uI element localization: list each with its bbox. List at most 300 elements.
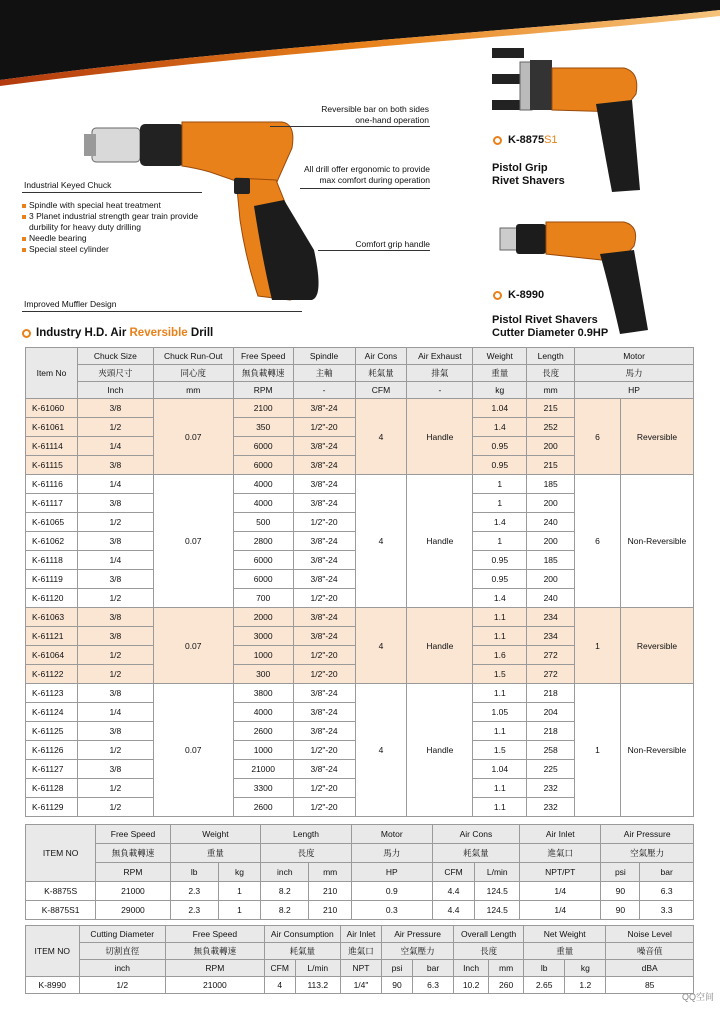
- table-cell: 234: [527, 627, 575, 646]
- column-header: Air Cons: [432, 825, 519, 844]
- table-cell: 113.2: [295, 977, 340, 994]
- column-unit: RPM: [165, 960, 264, 977]
- table-cell: 272: [527, 665, 575, 684]
- column-header-cn: 長度: [454, 943, 524, 960]
- table-cell: 2600: [233, 798, 293, 817]
- section-title: Industry H.D. Air Reversible Drill: [22, 327, 213, 339]
- table-cell: 1.1: [473, 722, 527, 741]
- column-header-cn: 切割直徑: [79, 943, 165, 960]
- table-cell: 215: [527, 399, 575, 418]
- table-cell: 1/2: [77, 646, 153, 665]
- table-cell: Handle: [407, 608, 473, 684]
- table-cell: 200: [527, 570, 575, 589]
- model-k8990-desc: Pistol Rivet Shavers Cutter Diameter 0.9HP: [492, 314, 609, 339]
- column-unit: CFM: [432, 863, 475, 882]
- table-cell: 1.5: [473, 741, 527, 760]
- column-header-cn: 馬力: [351, 844, 432, 863]
- table-cell: 0.9: [351, 882, 432, 901]
- column-header-cn: 耗氣量: [355, 365, 407, 382]
- callout-line: [300, 188, 430, 189]
- column-header: Air Exhaust: [407, 348, 473, 365]
- table-cell: 3/8"-24: [293, 494, 355, 513]
- column-unit: Inch: [454, 960, 489, 977]
- column-header-cn: 排氣: [407, 365, 473, 382]
- table-cell: 4000: [233, 475, 293, 494]
- direction-cell: Non-Reversible: [620, 475, 693, 608]
- table-cell: 1: [575, 608, 621, 684]
- callout-keyed-chuck: Industrial Keyed Chuck: [24, 180, 112, 190]
- column-unit: L/min: [475, 863, 520, 882]
- ring-icon: [493, 291, 502, 300]
- table-cell: 3/8"-24: [293, 570, 355, 589]
- column-unit: HP: [351, 863, 432, 882]
- table-cell: 1000: [233, 741, 293, 760]
- column-unit: NPT/PT: [520, 863, 601, 882]
- table-cell: 1.2: [565, 977, 606, 994]
- header-item-no: ITEM NO: [26, 926, 80, 977]
- table-row: [26, 382, 694, 399]
- model-cell: K-61123: [26, 684, 78, 703]
- table-cell: 124.5: [475, 882, 520, 901]
- table-cell: 500: [233, 513, 293, 532]
- column-unit: psi: [382, 960, 413, 977]
- table-cell: 3/8"-24: [293, 684, 355, 703]
- column-header-cn: 重量: [170, 844, 261, 863]
- table-cell: 1/4: [520, 901, 601, 920]
- table-cell: 1/4": [340, 977, 381, 994]
- column-unit: NPT: [340, 960, 381, 977]
- table-cell: 1: [218, 901, 260, 920]
- table-cell: 4.4: [432, 901, 475, 920]
- table-cell: 1/2: [77, 589, 153, 608]
- table-cell: 6000: [233, 551, 293, 570]
- column-unit: kg: [473, 382, 527, 399]
- table-cell: 1.04: [473, 399, 527, 418]
- table-cell: 4000: [233, 494, 293, 513]
- column-unit: lb: [170, 863, 218, 882]
- column-header-cn: 空氣壓力: [382, 943, 454, 960]
- model-cell: K-61126: [26, 741, 78, 760]
- column-unit: CFM: [264, 960, 295, 977]
- table-cell: 218: [527, 684, 575, 703]
- model-cell: K-61117: [26, 494, 78, 513]
- model-cell: K-8990: [26, 977, 80, 994]
- table-cell: 4000: [233, 703, 293, 722]
- table-cell: 21000: [96, 882, 170, 901]
- table-cell: 300: [233, 665, 293, 684]
- table-cell: 3/8: [77, 608, 153, 627]
- table-cell: 3/8"-24: [293, 608, 355, 627]
- column-unit: dBA: [606, 960, 694, 977]
- column-header: Air Cons: [355, 348, 407, 365]
- table-cell: 0.95: [473, 437, 527, 456]
- table-cell: 2600: [233, 722, 293, 741]
- column-header-cn: 主軸: [293, 365, 355, 382]
- feature-list: [22, 200, 222, 255]
- table-cell: Handle: [407, 684, 473, 817]
- table-cell: 3/8"-24: [293, 456, 355, 475]
- table-cell: 3/8"-24: [293, 399, 355, 418]
- column-unit: -: [293, 382, 355, 399]
- table-cell: 240: [527, 589, 575, 608]
- model-cell: K-61114: [26, 437, 78, 456]
- table-cell: 204: [527, 703, 575, 722]
- table-cell: 21000: [233, 760, 293, 779]
- table-cell: 1/2"-20: [293, 741, 355, 760]
- table-cell: 1.1: [473, 608, 527, 627]
- table-row: [26, 863, 694, 882]
- column-header: Free Speed: [96, 825, 170, 844]
- table-cell: 240: [527, 513, 575, 532]
- table-cell: 1/2"-20: [293, 665, 355, 684]
- table-cell: 1.4: [473, 589, 527, 608]
- table-cell: 0.95: [473, 570, 527, 589]
- table-cell: 85: [606, 977, 694, 994]
- table-cell: 1000: [233, 646, 293, 665]
- column-header: Cutting Diameter: [79, 926, 165, 943]
- column-unit: psi: [601, 863, 640, 882]
- column-unit: kg: [218, 863, 260, 882]
- column-header-cn: 耗氣量: [264, 943, 340, 960]
- column-unit: mm: [153, 382, 233, 399]
- table-cell: 3/8"-24: [293, 627, 355, 646]
- table-cell: 1/2: [77, 741, 153, 760]
- table-cell: 1/2"-20: [293, 779, 355, 798]
- column-unit: L/min: [295, 960, 340, 977]
- model-cell: K-61127: [26, 760, 78, 779]
- table-cell: 29000: [96, 901, 170, 920]
- table-cell: 1/4: [77, 551, 153, 570]
- table-cell: 1: [218, 882, 260, 901]
- table-cell: 8.2: [261, 901, 309, 920]
- table-cell: 2000: [233, 608, 293, 627]
- table-row: [26, 882, 694, 901]
- column-unit: mm: [309, 863, 351, 882]
- column-unit: bar: [640, 863, 694, 882]
- column-header: Weight: [170, 825, 261, 844]
- column-header-cn: 噪音值: [606, 943, 694, 960]
- column-header: Free Speed: [165, 926, 264, 943]
- table-cell: 1/2"-20: [293, 798, 355, 817]
- column-header-cn: 進氣口: [520, 844, 601, 863]
- direction-cell: Reversible: [620, 399, 693, 475]
- table-cell: 4: [264, 977, 295, 994]
- table-cell: 3/8"-24: [293, 437, 355, 456]
- table-cell: 200: [527, 532, 575, 551]
- table-row: [26, 399, 694, 418]
- feature-item: Spindle with special heat treatment: [22, 200, 222, 211]
- table-cell: 0.07: [153, 608, 233, 684]
- model-cell: K-61119: [26, 570, 78, 589]
- table-cell: 3/8"-24: [293, 475, 355, 494]
- table-cell: 3/8"-24: [293, 703, 355, 722]
- table-cell: 6000: [233, 437, 293, 456]
- table-cell: 4: [355, 684, 407, 817]
- table-row: [26, 943, 694, 960]
- table-cell: 1.1: [473, 798, 527, 817]
- table-cell: 3000: [233, 627, 293, 646]
- model-cell: K-61129: [26, 798, 78, 817]
- table-cell: 90: [601, 901, 640, 920]
- table-cell: 0.07: [153, 684, 233, 817]
- table-cell: 3/8"-24: [293, 551, 355, 570]
- table-cell: 200: [527, 494, 575, 513]
- table-cell: 4: [355, 475, 407, 608]
- column-header-cn: 無負載轉速: [165, 943, 264, 960]
- callout-ergonomic: All drill offer ergonomic to provide max comfort during operation: [304, 164, 430, 185]
- ring-icon: [493, 136, 502, 145]
- model-cell: K-8875S: [26, 882, 96, 901]
- watermark: QQ空间: [681, 992, 714, 1002]
- column-header-cn: 馬力: [575, 365, 694, 382]
- model-cell: K-61065: [26, 513, 78, 532]
- table-cell: 1/2"-20: [293, 589, 355, 608]
- feature-item: 3 Planet industrial strength gear train provide durbility for heavy duty drilling: [22, 211, 222, 233]
- table-cell: 232: [527, 798, 575, 817]
- column-unit: HP: [575, 382, 694, 399]
- column-header: Motor: [575, 348, 694, 365]
- table-cell: 3800: [233, 684, 293, 703]
- table-cell: 1.6: [473, 646, 527, 665]
- table-cell: 1/4: [77, 475, 153, 494]
- feature-item: Special steel cylinder: [22, 244, 222, 255]
- table-cell: 1/2: [77, 798, 153, 817]
- table-cell: 0.3: [351, 901, 432, 920]
- table-cell: 1: [473, 494, 527, 513]
- header-item-no: ITEM NO: [26, 825, 96, 882]
- table-row: [26, 901, 694, 920]
- table-cell: 210: [309, 901, 351, 920]
- column-header: Weight: [473, 348, 527, 365]
- direction-cell: Non-Reversible: [620, 684, 693, 817]
- table-cell: 3/8: [77, 722, 153, 741]
- callout-line: [22, 311, 302, 312]
- column-unit: RPM: [233, 382, 293, 399]
- table-cell: 4.4: [432, 882, 475, 901]
- model-cell: K-61122: [26, 665, 78, 684]
- table-cell: 350: [233, 418, 293, 437]
- header-item-no: Item No: [26, 348, 78, 399]
- table-cell: 3/8: [77, 627, 153, 646]
- column-unit: inch: [261, 863, 309, 882]
- model-cell: K-61063: [26, 608, 78, 627]
- table-cell: 232: [527, 779, 575, 798]
- column-header-cn: 長度: [261, 844, 352, 863]
- table-cell: 6000: [233, 456, 293, 475]
- table-cell: 1/2"-20: [293, 513, 355, 532]
- model-cell: K-61060: [26, 399, 78, 418]
- table-row: [26, 684, 694, 703]
- table-row: [26, 926, 694, 943]
- table-cell: 1.1: [473, 684, 527, 703]
- table-cell: 1/2: [77, 665, 153, 684]
- table-row: [26, 960, 694, 977]
- model-k8875-label: K-8875S1: [493, 134, 558, 146]
- table-cell: 8.2: [261, 882, 309, 901]
- table-cell: Handle: [407, 399, 473, 475]
- model-cell: K-61064: [26, 646, 78, 665]
- table-cell: 1: [473, 532, 527, 551]
- column-header: Air Consumption: [264, 926, 340, 943]
- column-header: Length: [261, 825, 352, 844]
- table-row: [26, 977, 694, 994]
- table-cell: 1: [473, 475, 527, 494]
- table-cell: 6: [575, 475, 621, 608]
- table-cell: 1.4: [473, 418, 527, 437]
- column-unit: mm: [489, 960, 524, 977]
- table-cell: 3/8: [77, 570, 153, 589]
- callout-line: [270, 126, 430, 127]
- table-cell: 3/8: [77, 760, 153, 779]
- table-cell: 10.2: [454, 977, 489, 994]
- table-cell: 1.05: [473, 703, 527, 722]
- column-header: Air Inlet: [340, 926, 381, 943]
- column-header: Motor: [351, 825, 432, 844]
- table-cell: 0.07: [153, 399, 233, 475]
- column-header: Noise Level: [606, 926, 694, 943]
- table-cell: 234: [527, 608, 575, 627]
- table-cell: 1/2: [77, 779, 153, 798]
- table-cell: 3/8: [77, 684, 153, 703]
- table-cell: 2.3: [170, 882, 218, 901]
- column-unit: CFM: [355, 382, 407, 399]
- model-cell: K-61062: [26, 532, 78, 551]
- feature-item: Needle bearing: [22, 233, 222, 244]
- table-cell: 1: [575, 684, 621, 817]
- model-cell: K-61118: [26, 551, 78, 570]
- column-header: Net Weight: [524, 926, 606, 943]
- table-cell: 21000: [165, 977, 264, 994]
- column-unit: lb: [524, 960, 565, 977]
- table-cell: Handle: [407, 475, 473, 608]
- k8875-spec-table: [25, 824, 694, 920]
- column-header: Air Pressure: [601, 825, 694, 844]
- column-header: Air Inlet: [520, 825, 601, 844]
- table-cell: 252: [527, 418, 575, 437]
- table-cell: 1.1: [473, 779, 527, 798]
- table-cell: 0.95: [473, 551, 527, 570]
- table-cell: 1/2: [79, 977, 165, 994]
- model-k8875-desc: Pistol Grip Rivet Shavers: [492, 162, 565, 187]
- table-cell: 272: [527, 646, 575, 665]
- table-cell: 1.5: [473, 665, 527, 684]
- table-cell: 4: [355, 608, 407, 684]
- table-cell: 3/8"-24: [293, 722, 355, 741]
- column-unit: -: [407, 382, 473, 399]
- table-cell: 6000: [233, 570, 293, 589]
- table-cell: 3/8: [77, 399, 153, 418]
- table-cell: 215: [527, 456, 575, 475]
- table-cell: 3300: [233, 779, 293, 798]
- table-cell: 700: [233, 589, 293, 608]
- table-cell: 1.4: [473, 513, 527, 532]
- table-row: [26, 475, 694, 494]
- table-cell: 1/4: [520, 882, 601, 901]
- column-header: Overall Length: [454, 926, 524, 943]
- table-cell: 1/4: [77, 437, 153, 456]
- table-cell: 200: [527, 437, 575, 456]
- column-header: Spindle: [293, 348, 355, 365]
- drill-spec-table: [25, 347, 694, 817]
- table-cell: 2.65: [524, 977, 565, 994]
- model-cell: K-61124: [26, 703, 78, 722]
- column-unit: bar: [412, 960, 453, 977]
- callout-muffler: Improved Muffler Design: [24, 299, 117, 309]
- table-cell: 1.1: [473, 627, 527, 646]
- table-row: [26, 365, 694, 382]
- model-cell: K-61125: [26, 722, 78, 741]
- callout-comfort-grip: Comfort grip handle: [355, 239, 430, 249]
- column-header-cn: 空氣壓力: [601, 844, 694, 863]
- table-row: [26, 608, 694, 627]
- table-cell: 210: [309, 882, 351, 901]
- model-cell: K-61120: [26, 589, 78, 608]
- model-cell: K-61128: [26, 779, 78, 798]
- ring-icon: [22, 329, 31, 338]
- column-unit: kg: [565, 960, 606, 977]
- k8990-spec-table: [25, 925, 694, 994]
- table-cell: 260: [489, 977, 524, 994]
- table-cell: 2.3: [170, 901, 218, 920]
- table-cell: 2100: [233, 399, 293, 418]
- column-header-cn: 重量: [473, 365, 527, 382]
- callout-reversible-bar: Reversible bar on both sides one-hand operation: [321, 104, 429, 125]
- table-cell: 3.3: [640, 901, 694, 920]
- column-unit: Inch: [77, 382, 153, 399]
- model-cell: K-8875S1: [26, 901, 96, 920]
- column-header-cn: 同心度: [153, 365, 233, 382]
- column-header-cn: 重量: [524, 943, 606, 960]
- column-header: Air Pressure: [382, 926, 454, 943]
- table-cell: 0.07: [153, 475, 233, 608]
- table-cell: 185: [527, 475, 575, 494]
- table-cell: 90: [382, 977, 413, 994]
- table-cell: 0.95: [473, 456, 527, 475]
- model-cell: K-61115: [26, 456, 78, 475]
- callout-line: [22, 192, 202, 193]
- column-header-cn: 長度: [527, 365, 575, 382]
- table-row: [26, 348, 694, 365]
- model-cell: K-61121: [26, 627, 78, 646]
- table-cell: 1/2: [77, 418, 153, 437]
- table-cell: 3/8"-24: [293, 532, 355, 551]
- table-cell: 6.3: [412, 977, 453, 994]
- column-unit: RPM: [96, 863, 170, 882]
- table-cell: 2800: [233, 532, 293, 551]
- column-header-cn: 夾頭尺寸: [77, 365, 153, 382]
- column-header: Chuck Run-Out: [153, 348, 233, 365]
- hero-section: [0, 0, 720, 340]
- table-cell: 3/8"-24: [293, 760, 355, 779]
- model-cell: K-61116: [26, 475, 78, 494]
- column-unit: mm: [527, 382, 575, 399]
- table-cell: 1/2: [77, 513, 153, 532]
- column-header-cn: 無負載轉速: [96, 844, 170, 863]
- column-header-cn: 耗氣量: [432, 844, 519, 863]
- column-header: Chuck Size: [77, 348, 153, 365]
- column-header-cn: 進氣口: [340, 943, 381, 960]
- table-cell: 6: [575, 399, 621, 475]
- table-cell: 4: [355, 399, 407, 475]
- table-row: [26, 844, 694, 863]
- table-cell: 1/2"-20: [293, 418, 355, 437]
- model-cell: K-61061: [26, 418, 78, 437]
- table-cell: 6.3: [640, 882, 694, 901]
- table-cell: 218: [527, 722, 575, 741]
- callout-line: [318, 250, 430, 251]
- table-row: [26, 825, 694, 844]
- column-header-cn: 無負載轉速: [233, 365, 293, 382]
